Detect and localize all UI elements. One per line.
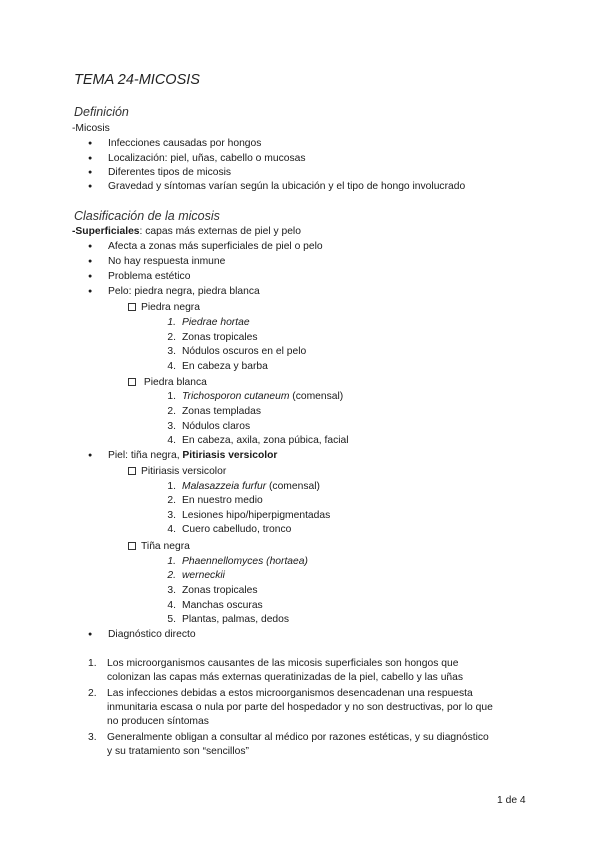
list-item: 4. Manchas oscuras	[167, 600, 263, 611]
list-item-piel: ● Piel: tiña negra, Pitiriasis versicolor	[108, 449, 277, 463]
superficiales-desc: : capas más externas de piel y pelo	[139, 226, 301, 237]
list-item-diagnostico: ● Diagnóstico directo	[108, 628, 196, 642]
page-number: 1 de 4	[497, 795, 526, 806]
list-item: 1. Phaennellomyces (hortaea)	[167, 556, 308, 567]
numbered-paragraph: 3. Generalmente obligan a consultar al médico por razones estéticas, y su diagnóstico y su tratamiento son “sencillos”	[88, 732, 489, 757]
list-item: 3. Lesiones hipo/hiperpigmentadas	[167, 510, 331, 521]
list-item: 1. Malasazzeia furfur (comensal)	[167, 481, 320, 492]
list-item: ● Problema estético	[108, 270, 190, 284]
list-item: ● Pelo: piedra negra, piedra blanca	[108, 285, 260, 299]
checklist-item-piedra-blanca: Piedra blanca	[128, 376, 207, 390]
checkbox-icon	[128, 467, 136, 475]
superficiales-line	[72, 225, 301, 239]
list-item: 5. Plantas, palmas, dedos	[167, 614, 290, 625]
checklist-item-tina-negra: Tiña negra	[128, 540, 190, 554]
list-item: 2. En nuestro medio	[167, 495, 263, 506]
list-item: 3. Nódulos claros	[167, 421, 251, 432]
list-item: 1. Trichosporon cutaneum (comensal)	[167, 391, 344, 402]
list-item: 4. En cabeza, axila, zona púbica, facial	[167, 435, 349, 446]
checkbox-icon	[128, 542, 136, 550]
list-item: ● No hay respuesta inmune	[108, 255, 225, 269]
list-item: ● Localización: piel, uñas, cabello o mucosas	[108, 152, 305, 166]
list-item: ● Diferentes tipos de micosis	[108, 166, 231, 180]
list-item: 3. Nódulos oscuros en el pelo	[167, 346, 307, 357]
list-item: ● Gravedad y síntomas varían según la ubicación y el tipo de hongo involucrado	[108, 180, 465, 194]
list-item: 4. Cuero cabelludo, tronco	[167, 524, 292, 535]
list-item: 4. En cabeza y barba	[167, 361, 268, 372]
checkbox-icon	[128, 303, 136, 311]
page-title: TEMA 24-MICOSIS	[74, 72, 200, 88]
list-item: ● Infecciones causadas por hongos	[108, 137, 261, 151]
list-item: 2. Zonas tropicales	[167, 332, 258, 343]
checklist-item-pitiriasis: Pitiriasis versicolor	[128, 465, 226, 479]
list-item: 2. werneckii	[167, 570, 225, 581]
section-heading-definicion: Definición	[74, 105, 129, 119]
superficiales-label: -Superficiales	[72, 226, 140, 237]
list-item: 3. Zonas tropicales	[167, 585, 258, 596]
checklist-item-piedra-negra: Piedra negra	[128, 301, 200, 315]
list-item: ● Afecta a zonas más superficiales de piel o pelo	[108, 240, 323, 254]
micosis-label: -Micosis	[72, 123, 110, 134]
checkbox-icon	[128, 378, 136, 386]
list-item: 1. Piedrae hortae	[167, 317, 250, 328]
numbered-paragraph: 2. Las infecciones debidas a estos microorganismos desencadenan una respuesta inmunitaria escasa o nula por parte del hospedador y no son destructivas, por lo que no producen síntomas	[88, 688, 493, 727]
section-heading-clasificacion: Clasificación de la micosis	[74, 209, 220, 223]
list-item: 2. Zonas templadas	[167, 406, 261, 417]
numbered-paragraph: 1. Los microorganismos causantes de las micosis superficiales son hongos que colonizan las capas más externas queratinizadas de la piel, cabello y las uñas	[88, 658, 464, 683]
